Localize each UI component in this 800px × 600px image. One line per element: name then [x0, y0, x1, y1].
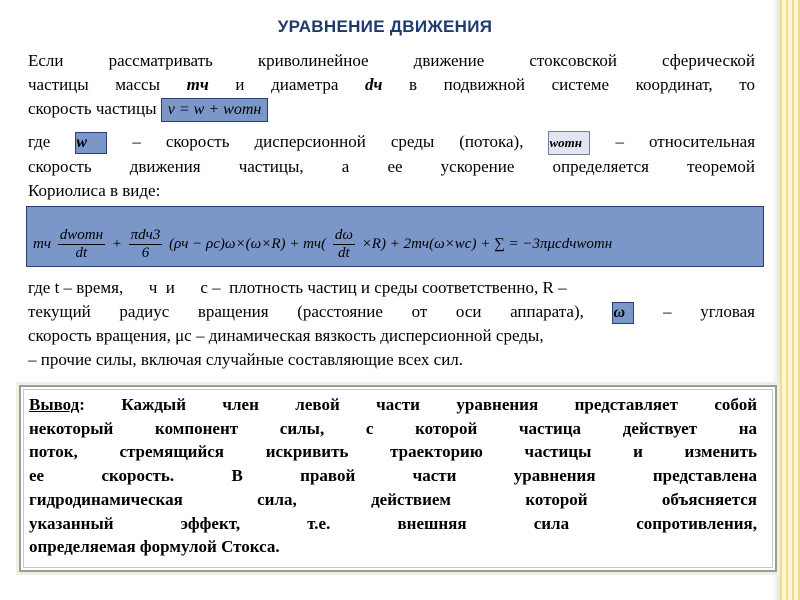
- conclusion-line-1: Вывод: Каждый член левой части уравнения представляет собой: [29, 395, 757, 414]
- fraction-domega-dt: $\frac{d\omega}{dt}$: [334, 227, 353, 261]
- equation-text: mч $\frac{\text{dwотн}}{dt}$ + $\frac{\text{πdч3}}{6}$ (ρч − ρс)ω×(ω×R) + mч( $\frac{d\omega}{dt}$ ×R) + 2mч(ω×wс) + ∑ = −3πμсdчwотн: [33, 227, 613, 261]
- conclusion-line-2: некоторый компонент силы, с которой частица действует на: [29, 418, 757, 438]
- conclusion-label: Вывод: [29, 395, 80, 414]
- coriolis-equation: [26, 206, 764, 267]
- conclusion-line-3: поток, стремящийся искривить траекторию частицы и изменить: [29, 442, 757, 462]
- def-line-1: где w – скорость дисперсионной среды (потока), wотн – относительная: [28, 130, 755, 155]
- omega-symbol-box: ω: [612, 302, 634, 324]
- var-line-4: – прочие силы, включая случайные составляющие всех сил.: [28, 350, 464, 370]
- w-symbol-box: w: [75, 132, 107, 154]
- paragraph-intro: [28, 49, 755, 122]
- conclusion-text: [29, 393, 757, 559]
- var-line-3: скорость вращения, μс – динамическая вязкость дисперсионной среды,: [28, 326, 544, 346]
- intro-line-3: скорость частицы v = w + wотн: [28, 97, 755, 122]
- fraction-pi-d3-6: $\frac{\text{πdч3}}{6}$: [130, 227, 161, 261]
- var-line-1: где t – время, ч и с – плотность частиц и среды соответственно, R –: [28, 278, 567, 297]
- paragraph-variables: [28, 276, 755, 372]
- slide-title: УРАВНЕНИЕ ДВИЖЕНИЯ: [277, 17, 493, 36]
- def-line-3: Кориолиса в виде:: [28, 181, 161, 201]
- velocity-formula-box: v = w + wотн: [161, 98, 269, 122]
- var-line-2: текущий радиус вращения (расстояние от оси аппарата), ω – угловая: [28, 300, 755, 324]
- fraction-dwotn-dt: $\frac{\text{dwотн}}{dt}$: [59, 227, 104, 261]
- conclusion-line-4: ее скорость. В правой части уравнения представлена: [29, 466, 757, 486]
- conclusion-line-7: определяемая формулой Стокса.: [29, 537, 280, 557]
- wotn-symbol-box: wотн: [548, 131, 590, 155]
- diameter-symbol: dч: [364, 75, 383, 94]
- mass-symbol: mч: [186, 75, 209, 94]
- conclusion-box: [19, 385, 777, 572]
- conclusion-line-5: гидродинамическая сила, действием которой объясняется: [29, 489, 757, 509]
- intro-line-2: частицы массы mч и диаметра dч в подвижной системе координат, то: [28, 75, 755, 94]
- decorative-stripe: [780, 0, 800, 600]
- paragraph-definitions: [28, 130, 755, 203]
- intro-line-1: Если рассматривать криволинейное движение стоксовской сферической: [28, 51, 755, 70]
- conclusion-line-6: указанный эффект, т.е. внешняя сила сопротивления,: [29, 513, 757, 533]
- def-line-2: скорость движения частицы, а ее ускорение определяется теоремой: [28, 157, 755, 177]
